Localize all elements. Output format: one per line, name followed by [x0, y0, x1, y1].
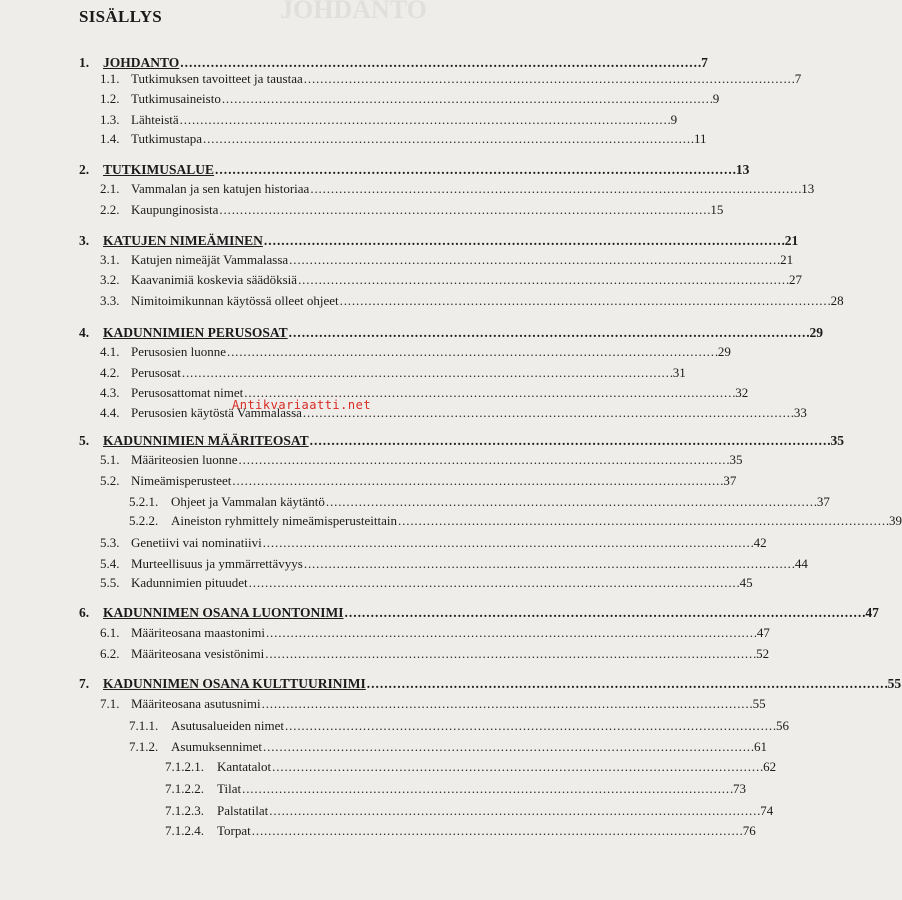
toc-entry [100, 625, 770, 641]
toc-page-number: 35 [729, 452, 743, 467]
toc-page-number: 28 [830, 293, 844, 308]
dot-leader [263, 739, 753, 755]
toc-title: Torpat [217, 823, 251, 838]
toc-entry [100, 272, 803, 288]
toc-entry [100, 252, 794, 268]
dot-leader [269, 803, 759, 819]
toc-number: 4.2. [100, 365, 120, 380]
toc-page-number: 39 [888, 513, 902, 528]
toc-entry [100, 131, 707, 147]
toc-title: KADUNNIMIEN PERUSOSAT [103, 325, 288, 340]
dot-leader [272, 759, 762, 775]
toc-title: Kantatalot [217, 759, 272, 774]
toc-title: Ohjeet ja Vammalan käytäntö [171, 494, 325, 509]
dot-leader [182, 365, 672, 381]
toc-title: Kadunnimien pituudet [131, 575, 248, 590]
toc-entry [129, 739, 767, 755]
toc-page-number: 7 [794, 71, 802, 86]
toc-number: 5.1. [100, 452, 120, 467]
toc-entry [100, 181, 815, 197]
toc-number: 5. [79, 433, 90, 448]
toc-entry [100, 91, 720, 107]
toc-entry [100, 202, 724, 218]
toc-page-number: 44 [794, 556, 808, 571]
toc-chapter [79, 162, 750, 178]
toc-page-number: 52 [756, 646, 770, 661]
toc-title: Määriteosana vesistönimi [131, 646, 265, 661]
dot-leader [310, 433, 830, 449]
toc-entry [100, 575, 753, 591]
toc-page-number: 9 [670, 112, 678, 127]
toc-number: 4.1. [100, 344, 120, 359]
dot-leader [219, 202, 709, 218]
toc-number: 1.1. [100, 71, 120, 86]
toc-entry [100, 452, 743, 468]
toc-page-number: 35 [830, 433, 844, 448]
dot-leader [326, 494, 816, 510]
dot-leader [310, 181, 800, 197]
toc-number: 6.1. [100, 625, 120, 640]
dot-leader [180, 112, 670, 128]
toc-number: 1.3. [100, 112, 120, 127]
toc-title: Määriteosana asutusnimi [131, 696, 261, 711]
toc-page-number: 74 [760, 803, 774, 818]
toc-page-number: 11 [693, 131, 707, 146]
dot-leader [180, 55, 700, 71]
toc-title: Kaavanimiä koskevia säädöksiä [131, 272, 298, 287]
toc-entry [165, 823, 756, 839]
toc-page-number: 56 [775, 718, 789, 733]
dot-leader [367, 676, 887, 692]
page-title: SISÄLLYS [79, 7, 163, 26]
toc-number: 1.4. [100, 131, 120, 146]
dot-leader [340, 293, 830, 309]
dot-leader [266, 625, 756, 641]
toc-number: 5.4. [100, 556, 120, 571]
dot-leader [227, 344, 717, 360]
dot-leader [249, 575, 739, 591]
toc-number: 3. [79, 233, 90, 248]
dot-leader [262, 696, 752, 712]
dot-leader [298, 272, 788, 288]
toc-entry [165, 759, 777, 775]
toc-page-number: 7 [701, 55, 708, 70]
toc-page-number: 29 [717, 344, 731, 359]
toc-number: 4.4. [100, 405, 120, 420]
dot-leader [289, 325, 809, 341]
toc-number: 6.2. [100, 646, 120, 661]
toc-title: Vammalan ja sen katujen historiaa [131, 181, 310, 196]
toc-number: 7.1.2. [129, 739, 159, 754]
dot-leader [222, 91, 712, 107]
toc-number: 4.3. [100, 385, 120, 400]
dot-leader [263, 535, 753, 551]
toc-title: Määriteosien luonne [131, 452, 238, 467]
toc-number: 5.5. [100, 575, 120, 590]
toc-chapter [79, 325, 823, 341]
toc-entry [129, 718, 789, 734]
toc-number: 2.1. [100, 181, 120, 196]
toc-page-number: 31 [672, 365, 686, 380]
toc-page-number: 27 [789, 272, 803, 287]
toc-chapter [79, 433, 844, 449]
toc-page-number: 32 [735, 385, 749, 400]
toc-title: TUTKIMUSALUE [103, 162, 215, 177]
toc-page-number: 42 [753, 535, 767, 550]
toc-number: 2.2. [100, 202, 120, 217]
toc-number: 6. [79, 605, 90, 620]
toc-title: Perusosien luonne [131, 344, 226, 359]
toc-entry [100, 293, 844, 309]
toc-title: Tutkimuksen tavoitteet ja taustaa [131, 71, 303, 86]
toc-title: Perusosat [131, 365, 181, 380]
toc-number: 7.1.2.1. [165, 759, 204, 774]
toc-number: 7.1. [100, 696, 120, 711]
dot-leader [232, 473, 722, 489]
dot-leader [304, 71, 794, 87]
toc-entry [129, 494, 830, 510]
toc-page-number: 37 [723, 473, 737, 488]
toc-title: KADUNNIMIEN MÄÄRITEOSAT [103, 433, 309, 448]
toc-entry [100, 71, 802, 87]
toc-page-number: 21 [784, 233, 799, 248]
toc-title: KADUNNIMEN OSANA KULTTUURINIMI [103, 676, 366, 691]
toc-entry [100, 112, 678, 128]
toc-page-number: 15 [710, 202, 724, 217]
toc-title: Määriteosana maastonimi [131, 625, 265, 640]
toc-number: 2. [79, 162, 90, 177]
toc-title: Asutusalueiden nimet [171, 718, 285, 733]
toc-entry [100, 344, 731, 360]
toc-number: 4. [79, 325, 90, 340]
dot-leader [215, 162, 735, 178]
toc-page-number: 47 [865, 605, 879, 620]
toc-page-number: 9 [712, 91, 720, 106]
toc-entry [100, 696, 766, 712]
toc-number: 5.3. [100, 535, 120, 550]
dot-leader [303, 405, 793, 421]
dot-leader [203, 131, 693, 147]
toc-chapter [79, 676, 902, 692]
toc-title: Murteellisuus ja ymmärrettävyys [131, 556, 303, 571]
dot-leader [242, 781, 732, 797]
toc-number: 7. [79, 676, 90, 691]
toc-entry [165, 803, 774, 819]
dot-leader [304, 556, 794, 572]
toc-page-number: 21 [780, 252, 794, 267]
toc-entry [100, 646, 770, 662]
dot-leader [285, 718, 775, 734]
toc-title: Tutkimusaineisto [131, 91, 221, 106]
toc-number: 7.1.2.4. [165, 823, 204, 838]
toc-title: Tutkimustapa [131, 131, 203, 146]
toc-number: 3.1. [100, 252, 120, 267]
toc-page-number: 73 [733, 781, 747, 796]
toc-number: 7.1.1. [129, 718, 159, 733]
toc-number: 5.2.1. [129, 494, 159, 509]
dot-leader [398, 513, 888, 529]
toc-page-number: 61 [753, 739, 767, 754]
toc-title: Palstatilat [217, 803, 269, 818]
toc-title: Kaupunginosista [131, 202, 219, 217]
toc-page-number: 45 [739, 575, 753, 590]
toc-number: 3.2. [100, 272, 120, 287]
toc-page-number: 55 [752, 696, 766, 711]
dot-leader [289, 252, 779, 268]
toc-title: Genetiivi vai nominatiivi [131, 535, 262, 550]
toc-chapter [79, 55, 708, 71]
toc-page-number: 29 [809, 325, 823, 340]
toc-number: 5.2.2. [129, 513, 159, 528]
toc-entry [100, 535, 767, 551]
toc-page-number: 37 [816, 494, 830, 509]
toc-entry [129, 513, 902, 529]
toc-page-number: 33 [793, 405, 807, 420]
toc-page-number: 13 [735, 162, 750, 177]
toc-entry [100, 473, 737, 489]
dot-leader [264, 233, 784, 249]
toc-title: Nimitoimikunnan käytössä olleet ohjeet [131, 293, 339, 308]
toc-number: 1. [79, 55, 90, 70]
toc-entry [165, 781, 747, 797]
toc-number: 1.2. [100, 91, 120, 106]
toc-page-number: 47 [756, 625, 770, 640]
dot-leader [265, 646, 755, 662]
dot-leader [252, 823, 742, 839]
toc-number: 7.1.2.2. [165, 781, 204, 796]
toc-title: Lähteistä [131, 112, 179, 127]
toc-title: Katujen nimeäjät Vammalassa [131, 252, 289, 267]
dot-leader [239, 452, 729, 468]
watermark: Antikvariaatti.net [232, 398, 372, 412]
toc-title: Asumuksennimet [171, 739, 262, 754]
toc-entry [100, 365, 686, 381]
toc-page-number: 76 [742, 823, 756, 838]
toc-page-number: 13 [801, 181, 815, 196]
toc-title: KATUJEN NIMEÄMINEN [103, 233, 263, 248]
toc-title: Nimeämisperusteet [131, 473, 232, 488]
toc-title: KADUNNIMEN OSANA LUONTONIMI [103, 605, 344, 620]
toc-title: JOHDANTO [103, 55, 180, 70]
toc-number: 5.2. [100, 473, 120, 488]
toc-title: Perusosien käytöstä Vammalassa [131, 405, 302, 420]
toc-chapter [79, 605, 879, 621]
toc-title: Aineiston ryhmittely nimeämisperusteittain [171, 513, 398, 528]
dot-leader [345, 605, 865, 621]
toc-number: 3.3. [100, 293, 120, 308]
bleed-through-text: JOHDANTO [280, 0, 427, 24]
toc-title: Perusosattomat nimet [131, 385, 244, 400]
toc-page-number: 62 [763, 759, 777, 774]
toc-page-number: 55 [887, 676, 902, 691]
toc-number: 7.1.2.3. [165, 803, 204, 818]
toc-chapter [79, 233, 799, 249]
toc-entry [100, 556, 808, 572]
toc-title: Tilat [217, 781, 242, 796]
